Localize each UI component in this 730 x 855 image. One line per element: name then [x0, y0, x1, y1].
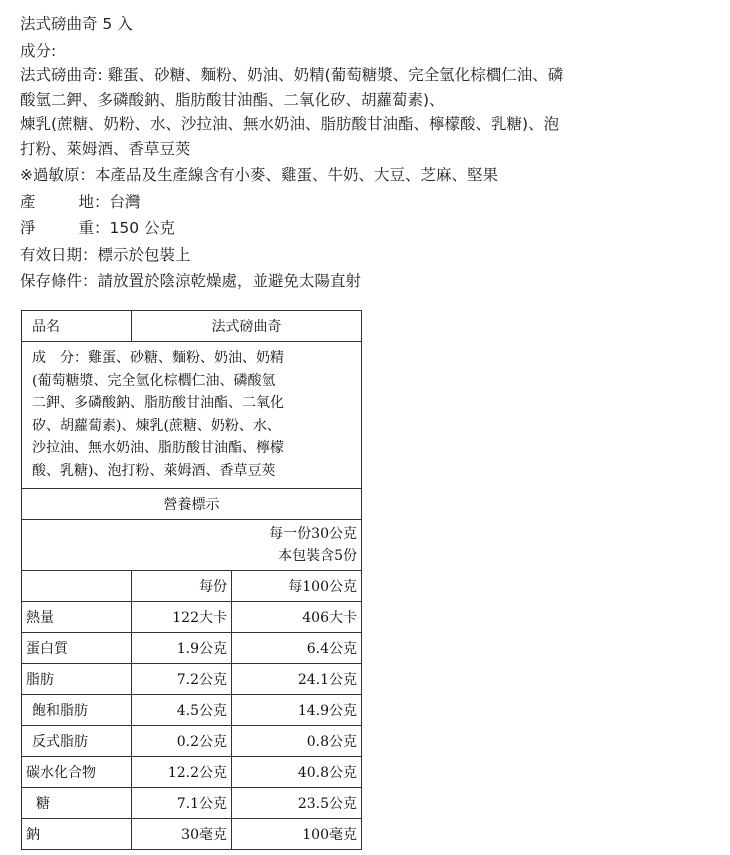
nutrient-per-serving: 4.5公克: [132, 695, 232, 726]
ingredients-cell: [22, 342, 362, 489]
nutrient-per-100g: 24.1公克: [232, 664, 362, 695]
ingredient-line: 酸、乳糖)、泡打粉、萊姆酒、香草豆莢: [32, 462, 276, 479]
nutrient-name: 碳水化合物: [22, 757, 132, 788]
nutrient-rows: [22, 602, 362, 850]
allergen-note: ※過敏原：本產品及生產線含有小麥、雞蛋、牛奶、大豆、芝麻、堅果: [20, 166, 498, 184]
ingredients-line: 酸氫二鉀、多磷酸鈉、脂肪酸甘油酯、二氧化矽、胡蘿蔔素)、: [20, 90, 445, 109]
nutrient-name: 反式脂肪: [22, 726, 132, 757]
nutrient-per-serving: 0.2公克: [132, 726, 232, 757]
nutrient-name: 糖: [22, 788, 132, 819]
nutrient-name: 蛋白質: [22, 633, 132, 664]
name-header-cell: 品名: [22, 311, 132, 342]
product-name-row: [22, 311, 362, 342]
serving-info-cell: [22, 520, 362, 571]
nutrient-per-100g: 406大卡: [232, 602, 362, 633]
ingredient-line: 沙拉油、無水奶油、脂肪酸甘油酯、檸檬: [32, 440, 284, 456]
per-serving-header: 每份: [132, 571, 232, 602]
nutrient-name: 飽和脂肪: [22, 695, 132, 726]
column-header-row: [22, 571, 362, 602]
nutrient-per-serving: 7.2公克: [132, 664, 232, 695]
per-100g-header: 每100公克: [232, 571, 362, 602]
serving-info-row: [22, 520, 362, 571]
origin-value: ：台灣: [94, 192, 141, 211]
ingredients-line: 法式磅曲奇: 雞蛋、砂糖、麵粉、奶油、奶精(葡萄糖漿、完全氫化棕櫚仁油、磷: [20, 66, 564, 84]
nutrition-title: 營養標示: [22, 489, 362, 520]
ingredient-line: (葡萄糖漿、完全氫化棕櫚仁油、磷酸氫: [32, 372, 276, 389]
nutrient-row: [22, 757, 362, 788]
product-title: 法式磅曲奇 5 入: [20, 15, 133, 33]
nutrition-label-table: [21, 310, 362, 850]
nutrient-row: [22, 695, 362, 726]
ingredients-row: [22, 342, 362, 489]
nutrient-per-100g: 23.5公克: [232, 788, 362, 819]
serving-size: 每一份30公克: [269, 526, 357, 542]
nutrient-row: [22, 788, 362, 819]
nutrient-per-serving: 30毫克: [132, 819, 232, 850]
nutrient-per-serving: 122大卡: [132, 602, 232, 633]
product-description: [20, 12, 720, 294]
nutrient-row: [22, 602, 362, 633]
expiry-field: 有效日期：標示於包裝上: [20, 245, 191, 264]
nutrient-per-serving: 7.1公克: [132, 788, 232, 819]
ingredients-heading: 成分:: [20, 41, 57, 60]
nutrient-per-serving: 12.2公克: [132, 757, 232, 788]
nutrient-per-100g: 14.9公克: [232, 695, 362, 726]
name-value-cell: 法式磅曲奇: [132, 311, 362, 342]
weight-value: ：150 公克: [94, 219, 176, 237]
nutrient-row: [22, 726, 362, 757]
nutrient-name: 鈉: [22, 819, 132, 850]
weight-field: [20, 216, 720, 241]
nutrient-per-serving: 1.9公克: [132, 633, 232, 664]
nutrient-per-100g: 0.8公克: [232, 726, 362, 757]
origin-field: [20, 190, 720, 215]
weight-key: 淨 重: [20, 219, 94, 237]
blank-header-cell: [22, 571, 132, 602]
nutrient-per-100g: 100毫克: [232, 819, 362, 850]
ingredients-line: 打粉、萊姆酒、香草豆莢: [20, 139, 191, 158]
nutrition-title-row: [22, 489, 362, 520]
servings-per-pack: 本包裝含5份: [278, 548, 357, 564]
nutrient-row: [22, 819, 362, 850]
origin-key: 產 地: [20, 192, 94, 211]
ingredient-line: 二鉀、多磷酸鈉、脂肪酸甘油酯、二氧化: [32, 395, 284, 411]
nutrient-per-100g: 6.4公克: [232, 633, 362, 664]
nutrient-name: 脂肪: [22, 664, 132, 695]
storage-field: 保存條件：請放置於陰涼乾燥處，並避免太陽直射: [20, 272, 362, 290]
nutrient-name: 熱量: [22, 602, 132, 633]
nutrient-row: [22, 633, 362, 664]
ingredient-line: 成 分：雞蛋、砂糖、麵粉、奶油、奶精: [32, 350, 284, 366]
ingredients-line: 煉乳(蔗糖、奶粉、水、沙拉油、無水奶油、脂肪酸甘油酯、檸檬酸、乳糖)、泡: [20, 115, 560, 133]
nutrient-per-100g: 40.8公克: [232, 757, 362, 788]
nutrient-row: [22, 664, 362, 695]
ingredient-line: 矽、胡蘿蔔素)、煉乳(蔗糖、奶粉、水、: [32, 417, 281, 434]
